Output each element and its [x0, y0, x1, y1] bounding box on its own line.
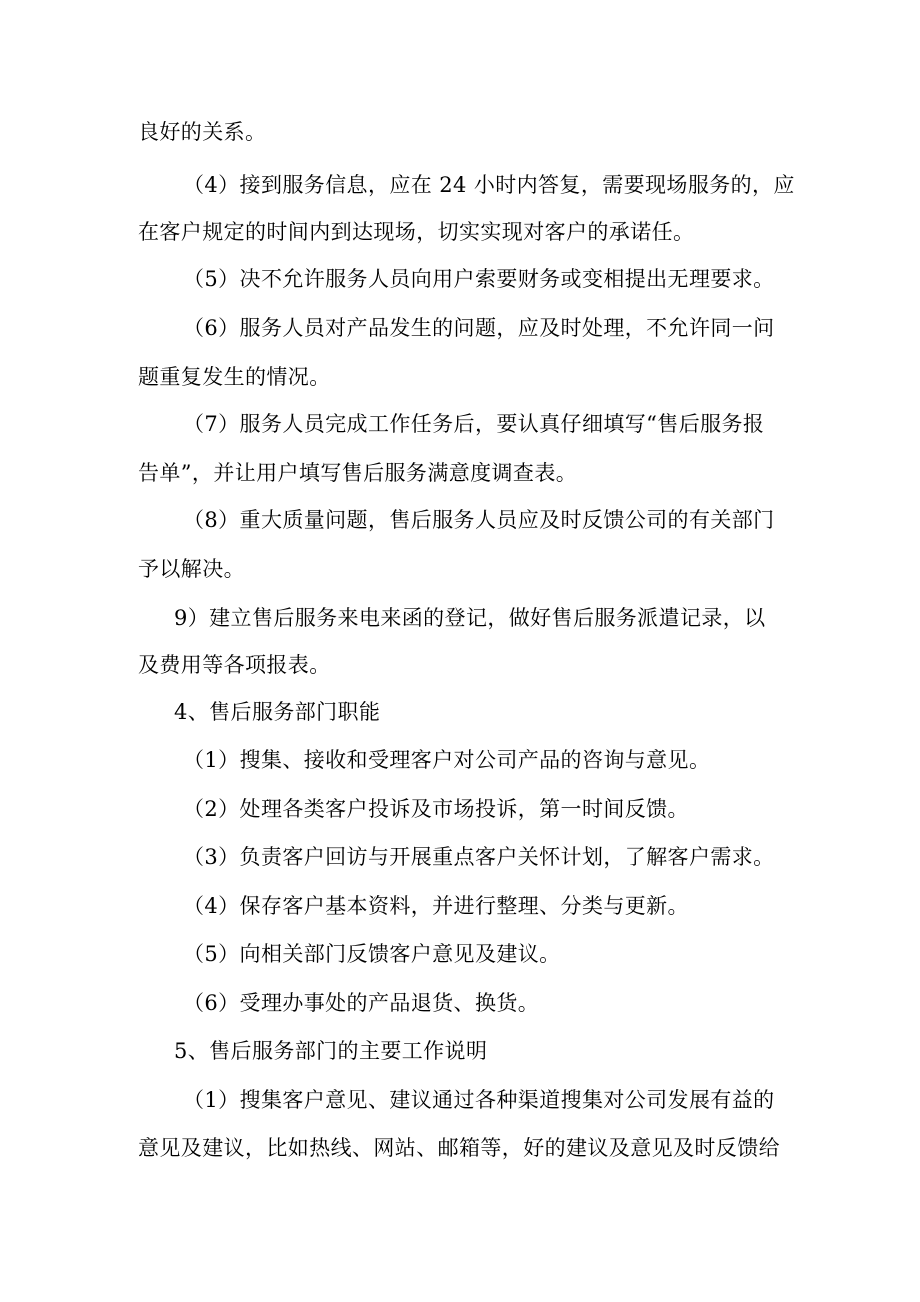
text-line: （5）决不允许服务人员向用户索要财务或变相提出无理要求。 [183, 267, 775, 291]
text-line: 题重复发生的情况。 [138, 365, 331, 389]
text-line: （1）搜集客户意见、建议通过各种渠道搜集对公司发展有益的 [183, 1088, 775, 1112]
text-line: （2）处理各类客户投诉及市场投诉，第一时间反馈。 [183, 797, 689, 821]
text-line: 良好的关系。 [138, 120, 267, 144]
text-line: （6）受理办事处的产品退货、换货。 [183, 991, 540, 1015]
text-line: （5）向相关部门反馈客户意见及建议。 [183, 942, 561, 966]
section-heading: 5、售后服务部门的主要工作说明 [174, 1039, 488, 1063]
text-line: 予以解决。 [138, 557, 245, 581]
text-line: （4）保存客户基本资料，并进行整理、分类与更新。 [183, 894, 689, 918]
text-line: （3）负责客户回访与开展重点客户关怀计划，了解客户需求。 [183, 845, 775, 869]
section-heading: 4、售后服务部门职能 [174, 700, 381, 724]
text-line: 及费用等各项报表。 [138, 653, 331, 677]
text-line: （6）服务人员对产品发生的问题，应及时处理，不允许同一问 [183, 316, 775, 340]
text-line: 在客户规定的时间内到达现场，切实实现对客户的承诺任。 [138, 220, 695, 244]
text-line: 9）建立售后服务来电来函的登记，做好售后服务派遣记录，以 [174, 606, 766, 630]
text-line: （8）重大质量问题，售后服务人员应及时反馈公司的有关部门 [183, 508, 775, 532]
text-line: 告单”，并让用户填写售后服务满意度调查表。 [138, 461, 578, 485]
text-line: （1）搜集、接收和受理客户对公司产品的咨询与意见。 [183, 748, 711, 772]
text-line: （4）接到服务信息，应在 24 小时内答复，需要现场服务的，应 [183, 173, 795, 197]
text-line: （7）服务人员完成工作任务后，要认真仔细填写“售后服务报 [183, 412, 765, 436]
text-line: 意见及建议，比如热线、网站、邮箱等，好的建议及意见及时反馈给 [138, 1136, 780, 1160]
